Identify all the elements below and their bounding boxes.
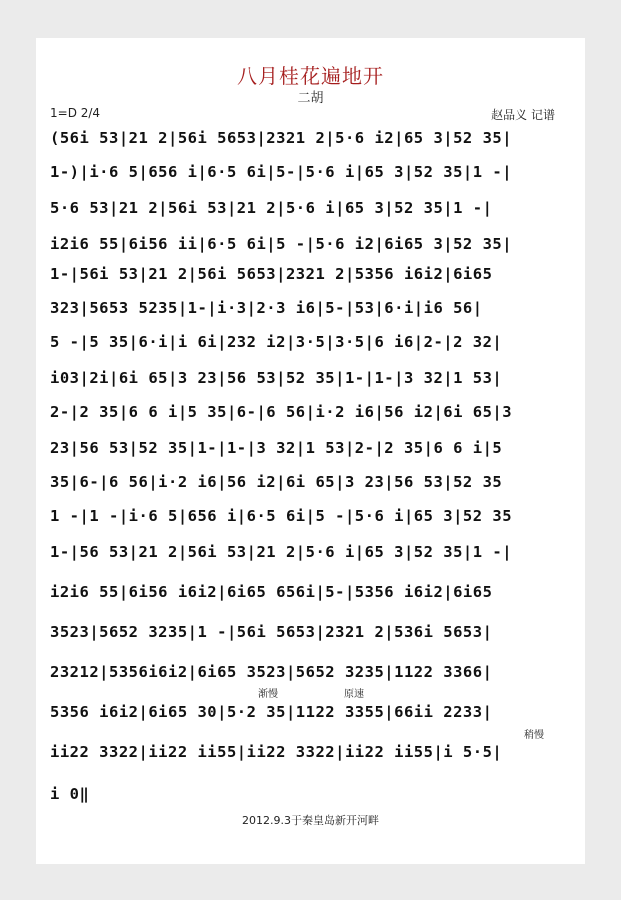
- score-row: 5356 i6i2|6i65 30|5·2 35|1122 3355|66ii 2233|: [50, 703, 493, 721]
- date-place-footer: 2012.9.3于秦皇岛新开河畔: [242, 814, 379, 827]
- tempo-marking-jianman: 渐慢: [258, 689, 278, 700]
- score-row: 5·6 53|21 2|56i 53|21 2|5·6 i|65 3|52 35|1 -|: [50, 199, 493, 217]
- score-row: 2-|2 35|6 6 i|5 35|6-|6 56|i·2 i6|56 i2|6i 65|3: [50, 403, 513, 421]
- instrument-subtitle: 二胡: [297, 91, 324, 106]
- score-row: 23212|5356i6i2|6i65 3523|5652 3235|1122 3366|: [50, 663, 493, 681]
- tempo-marking-yuansu: 原速: [344, 689, 364, 700]
- page-title: 八月桂花遍地开: [237, 64, 384, 88]
- score-row: 1-)|i·6 5|656 i|6·5 6i|5-|5·6 i|65 3|52 35|1 -|: [50, 163, 513, 181]
- tempo-marking-shaoman: 稍慢: [524, 730, 544, 741]
- author-credit: 赵品义 记谱: [491, 108, 555, 122]
- score-row: (56i 53|21 2|56i 5653|2321 2|5·6 i2|65 3|52 35|: [50, 129, 513, 147]
- score-sheet: [36, 38, 585, 864]
- score-row: ii22 3322|ii22 ii55|ii22 3322|ii22 ii55|i 5·5|: [50, 743, 503, 761]
- score-row: i 0‖: [50, 785, 90, 803]
- score-row: i2i6 55|6i56 ii|6·5 6i|5 -|5·6 i2|6i65 3|52 35|: [50, 235, 513, 253]
- score-row: 323|5653 5235|1-|i·3|2·3 i6|5-|53|6·i|i6 56|: [50, 299, 483, 317]
- score-row: 1 -|1 -|i·6 5|656 i|6·5 6i|5 -|5·6 i|65 3|52 35: [50, 507, 513, 525]
- score-row: 5 -|5 35|6·i|i 6i|232 i2|3·5|3·5|6 i6|2-|2 32|: [50, 333, 503, 351]
- score-row: i03|2i|6i 65|3 23|56 53|52 35|1-|1-|3 32|1 53|: [50, 369, 503, 387]
- score-row: 3523|5652 3235|1 -|56i 5653|2321 2|536i 5653|: [50, 623, 493, 641]
- score-row: 1-|56i 53|21 2|56i 5653|2321 2|5356 i6i2|6i65: [50, 265, 493, 283]
- score-row: 23|56 53|52 35|1-|1-|3 32|1 53|2-|2 35|6 6 i|5: [50, 439, 503, 457]
- score-row: i2i6 55|6i56 i6i2|6i65 656i|5-|5356 i6i2|6i65: [50, 583, 493, 601]
- key-signature: 1=D 2/4: [50, 106, 101, 120]
- score-row: 1-|56 53|21 2|56i 53|21 2|5·6 i|65 3|52 35|1 -|: [50, 543, 513, 561]
- score-row: 35|6-|6 56|i·2 i6|56 i2|6i 65|3 23|56 53|52 35: [50, 473, 503, 491]
